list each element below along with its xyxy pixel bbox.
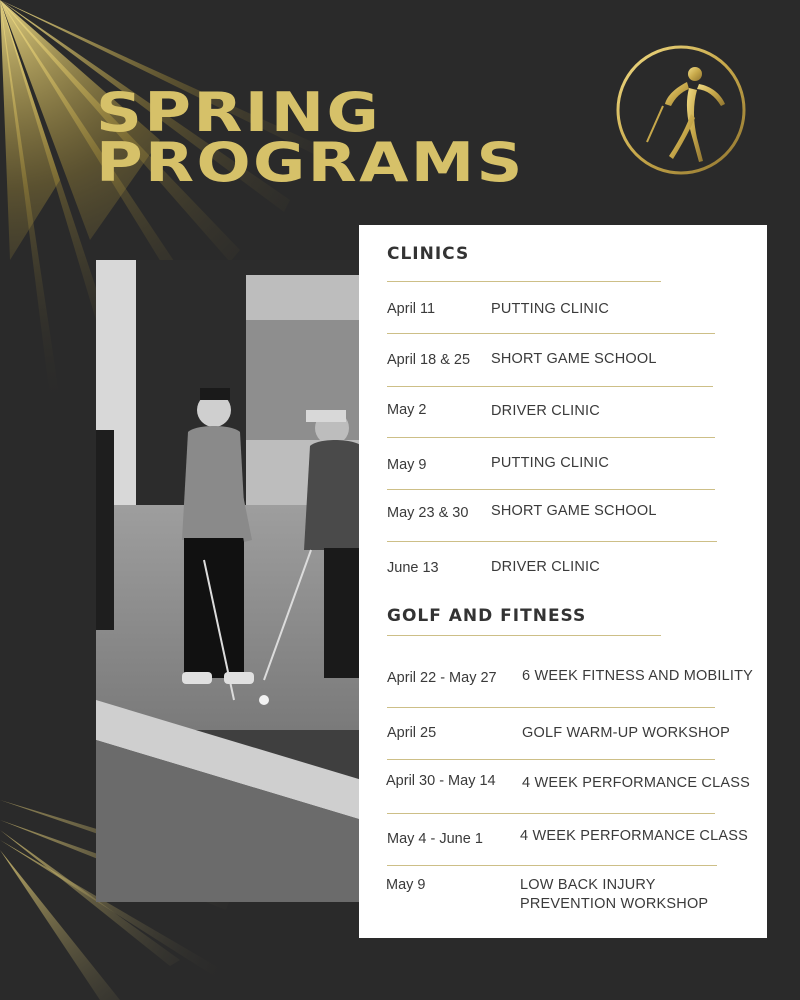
- program-date: June 13: [387, 560, 439, 576]
- program-name: PUTTING CLINIC: [491, 301, 609, 317]
- program-name: SHORT GAME SCHOOL: [491, 503, 657, 519]
- program-name: 4 WEEK PERFORMANCE CLASS: [522, 775, 750, 791]
- divider: [387, 759, 715, 760]
- program-date: April 11: [387, 301, 436, 317]
- section-heading-golf-and-fitness: GOLF AND FITNESS: [387, 606, 587, 626]
- divider: [387, 489, 715, 490]
- program-name: DRIVER CLINIC: [491, 403, 600, 419]
- program-date: May 2: [387, 402, 427, 418]
- divider: [387, 333, 715, 334]
- program-date: April 30 - May 14: [386, 773, 496, 789]
- program-name: 4 WEEK PERFORMANCE CLASS: [520, 828, 748, 844]
- divider: [387, 813, 715, 814]
- divider: [387, 437, 715, 438]
- program-name: PUTTING CLINIC: [491, 455, 609, 471]
- divider: [387, 541, 717, 542]
- title-line-1: SPRING: [96, 81, 382, 144]
- divider: [387, 865, 717, 866]
- program-name: 6 WEEK FITNESS AND MOBILITY: [522, 668, 753, 684]
- golf-putting-lesson-photo: [96, 260, 362, 902]
- program-date: May 9: [387, 457, 427, 473]
- program-date: April 22 - May 27: [387, 670, 497, 686]
- program-name: GOLF WARM-UP WORKSHOP: [522, 725, 731, 741]
- divider: [387, 635, 661, 636]
- program-date: May 9: [386, 877, 426, 893]
- program-schedule-card: [359, 225, 767, 938]
- program-name: LOW BACK INJURY PREVENTION WORKSHOP: [520, 877, 709, 912]
- program-name: SHORT GAME SCHOOL: [491, 351, 657, 367]
- page-title: [96, 81, 525, 194]
- program-date: April 18 & 25: [387, 352, 471, 368]
- divider: [387, 386, 713, 387]
- golfer-swing-icon: [615, 44, 747, 176]
- title-line-2: PROGRAMS: [96, 131, 525, 194]
- program-date: April 25: [387, 725, 437, 741]
- section-heading-clinics: CLINICS: [387, 244, 470, 264]
- divider: [387, 281, 661, 282]
- program-date: May 4 - June 1: [387, 831, 483, 847]
- program-date: May 23 & 30: [387, 505, 469, 521]
- divider: [387, 707, 715, 708]
- program-name: DRIVER CLINIC: [491, 559, 600, 575]
